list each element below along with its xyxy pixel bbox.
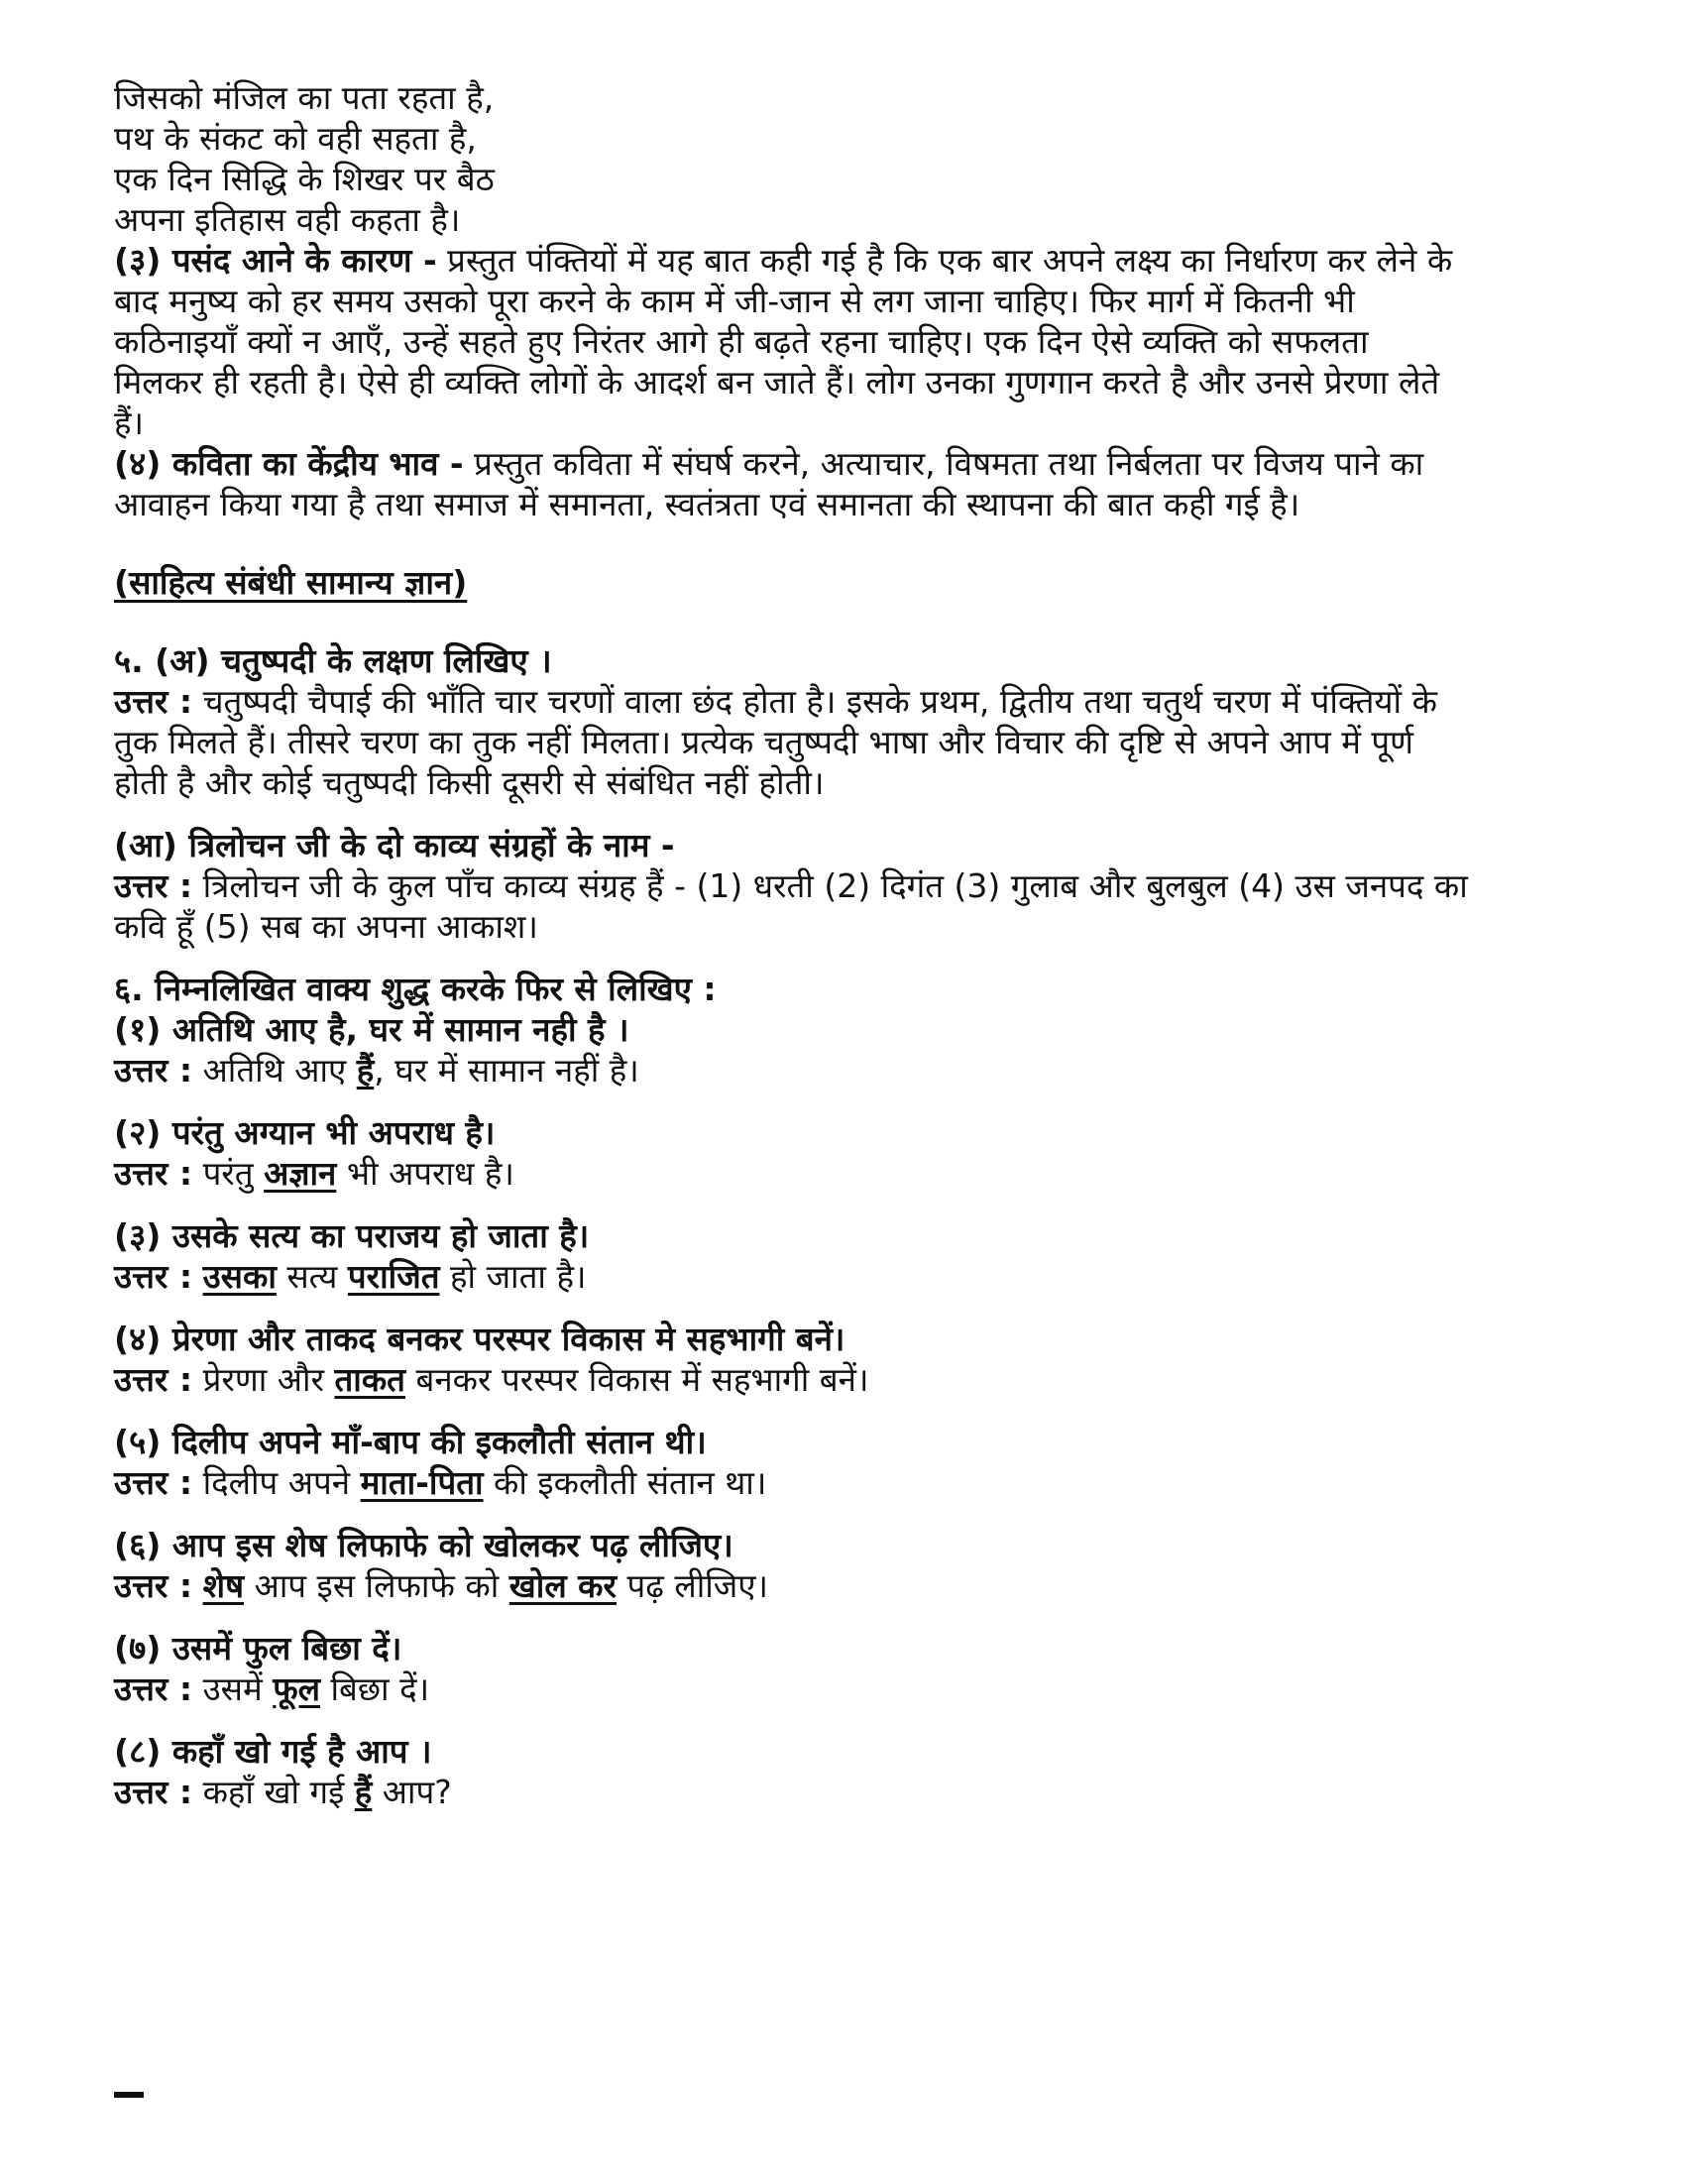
- answer-text: बिछा दें।: [320, 1669, 430, 1708]
- theme-paragraph: [114, 443, 1581, 524]
- answer-text: होती है और कोई चतुष्पदी किसी दूसरी से संबंधित नहीं होती।: [114, 763, 825, 802]
- poem-line: एक दिन सिद्धि के शिखर पर बैठ: [114, 160, 495, 198]
- answer-line: [114, 1668, 1581, 1709]
- poem-line: पथ के संकट को वही सहता है,: [114, 119, 477, 158]
- question-5b: [114, 825, 1581, 947]
- answer-line: [114, 1359, 1581, 1400]
- correction-item: [114, 1319, 1581, 1400]
- answer-line: [114, 1565, 1581, 1606]
- corrected-word: माता-पिता: [360, 1463, 484, 1502]
- poem-line: अपना इतिहास वही कहता है।: [114, 200, 461, 239]
- corrected-word: हैं: [356, 1051, 375, 1090]
- answer-text: पढ़ लीजिए।: [617, 1566, 769, 1605]
- poem-block: [114, 77, 1581, 240]
- answer-text: चतुष्पदी चैपाई की भाँति चार चरणों वाला छंद होता है। इसके प्रथम, द्वितीय तथा चतुर्थ चरण में पंक्तियों के: [192, 682, 1437, 721]
- correction-item: [114, 1215, 1581, 1297]
- corrected-word: ताकत: [334, 1360, 405, 1399]
- answer-text: त्रिलोचन जी के कुल पाँच काव्य संग्रह हैं - (1) धरती (2) दिगंत (3) गुलाब और बुलबुल (4) उस जनपद का: [192, 866, 1468, 905]
- corrected-word: हैं: [354, 1773, 373, 1811]
- answer-line: [114, 1050, 1581, 1091]
- answer-text: दिलीप अपने: [192, 1463, 361, 1502]
- answer-label: उत्तर :: [114, 1051, 193, 1090]
- answer-text: , घर में सामान नहीं है।: [374, 1051, 639, 1090]
- cut-off-line: [114, 2082, 867, 2100]
- answer-text: आप?: [372, 1773, 452, 1811]
- poem-line: जिसको मंजिल का पता रहता है,: [114, 78, 495, 117]
- reason-text: हैं।: [114, 403, 145, 442]
- answer-text: भी अपराध है।: [336, 1154, 514, 1193]
- answer-label: उत्तर :: [114, 1257, 193, 1296]
- theme-heading: (४) कविता का केंद्रीय भाव -: [114, 444, 464, 483]
- answer-label: उत्तर :: [114, 682, 193, 721]
- corrected-word: फूल: [273, 1669, 321, 1708]
- question-6-title: ६. निम्नलिखित वाक्य शुद्ध करके फिर से लिखिए :: [114, 970, 717, 1008]
- answer-text: कहाँ खो गई: [192, 1773, 355, 1811]
- reason-text: बाद मनुष्य को हर समय उसको पूरा करने के काम में जी-जान से लग जाना चाहिए। फिर मार्ग में कितनी भी: [114, 282, 1355, 320]
- question-text: (१) अतिथि आए है, घर में सामान नही है ।: [114, 1010, 629, 1049]
- answer-label: उत्तर :: [114, 1773, 193, 1811]
- answer-label: उत्तर :: [114, 1669, 193, 1708]
- question-text: (३) उसके सत्य का पराजय हो जाता है।: [114, 1216, 590, 1255]
- answer-text: उसमें: [192, 1669, 274, 1708]
- correction-item: [114, 1628, 1581, 1709]
- question-text: (आ) त्रिलोचन जी के दो काव्य संग्रहों के नाम -: [114, 826, 675, 864]
- answer-line: [114, 1153, 1581, 1194]
- reason-text: कठिनाइयाँ क्यों न आएँ, उन्हें सहते हुए निरंतर आगे ही बढ़ते रहना चाहिए। एक दिन ऐसे व्यक्ति को सफलता: [114, 322, 1369, 361]
- correction-item: [114, 1731, 1581, 1812]
- corrected-word: पराजित: [347, 1257, 440, 1296]
- answer-text: तुक मिलते हैं। तीसरे चरण का तुक नहीं मिलता। प्रत्येक चतुष्पदी भाषा और विचार की दृष्टि से अपने आप में पूर्ण: [114, 723, 1414, 761]
- answer-text: परंतु: [192, 1154, 265, 1193]
- corrected-word: उसका: [202, 1257, 277, 1296]
- question-text: (५) दिलीप अपने माँ-बाप की इकलौती संतान थी।: [114, 1423, 707, 1461]
- answer-text: [192, 1257, 203, 1296]
- theme-text: आवाहन किया गया है तथा समाज में समानता, स्वतंत्रता एवं समानता की स्थापना की बात कही गई है।: [114, 485, 1300, 523]
- correction-item: [114, 1009, 1581, 1091]
- answer-text: [192, 1566, 203, 1605]
- reason-text: प्रस्तुत पंक्तियों में यह बात कही गई है कि एक बार अपने लक्ष्य का निर्धारण कर लेने के: [436, 241, 1453, 280]
- answer-label: उत्तर :: [114, 1360, 193, 1399]
- question-text: (६) आप इस शेष लिफाफे को खोलकर पढ़ लीजिए।: [114, 1526, 733, 1564]
- question-text: (४) प्रेरणा और ताकद बनकर परस्पर विकास मे सहभागी बनें।: [114, 1320, 845, 1358]
- reason-heading: (३) पसंद आने के कारण -: [114, 241, 437, 280]
- theme-text: प्रस्तुत कविता में संघर्ष करने, अत्याचार, विषमता तथा निर्बलता पर विजय पाने का: [463, 444, 1424, 483]
- question-text: (७) उसमें फुल बिछा दें।: [114, 1629, 402, 1667]
- answer-text: हो जाता है।: [439, 1257, 587, 1296]
- reason-paragraph: [114, 240, 1581, 443]
- question-text: (८) कहाँ खो गई है आप ।: [114, 1732, 432, 1771]
- answer-text: सत्य: [276, 1257, 348, 1296]
- answer-line: [114, 1772, 1581, 1812]
- answer-text: की इकलौती संतान था।: [483, 1463, 767, 1502]
- corrected-word: शेष: [202, 1566, 245, 1605]
- question-5a: [114, 640, 1581, 803]
- answer-line: [114, 1462, 1581, 1503]
- correction-item: [114, 1525, 1581, 1606]
- question-text: (२) परंतु अग्यान भी अपराध है।: [114, 1113, 496, 1152]
- answer-text: कवि हूँ (5) सब का अपना आकाश।: [114, 907, 538, 946]
- answer-text: आप इस लिफाफे को: [244, 1566, 509, 1605]
- answer-label: उत्तर :: [114, 866, 193, 905]
- answer-text: अतिथि आए: [192, 1051, 357, 1090]
- corrected-word: अज्ञान: [264, 1154, 337, 1193]
- answer-label: उत्तर :: [114, 1566, 193, 1605]
- corrected-word: खोल कर: [508, 1566, 618, 1605]
- section-title: (साहित्य संबंधी सामान्य ज्ञान): [114, 563, 468, 602]
- correction-item: [114, 1112, 1581, 1194]
- correction-list: [114, 1009, 1581, 1812]
- correction-item: [114, 1422, 1581, 1503]
- answer-text: प्रेरणा और: [192, 1360, 335, 1399]
- answer-label: उत्तर :: [114, 1463, 193, 1502]
- answer-text: बनकर परस्पर विकास में सहभागी बनें।: [405, 1360, 869, 1399]
- answer-label: उत्तर :: [114, 1154, 193, 1193]
- question-text: ५. (अ) चतुष्पदी के लक्षण लिखिए ।: [114, 641, 552, 680]
- reason-text: मिलकर ही रहती है। ऐसे ही व्यक्ति लोगों के आदर्श बन जाते हैं। लोग उनका गुणगान करते है और उनसे प्रेरणा लेते: [114, 363, 1440, 402]
- answer-line: [114, 1256, 1581, 1297]
- document-page: [114, 77, 1581, 1812]
